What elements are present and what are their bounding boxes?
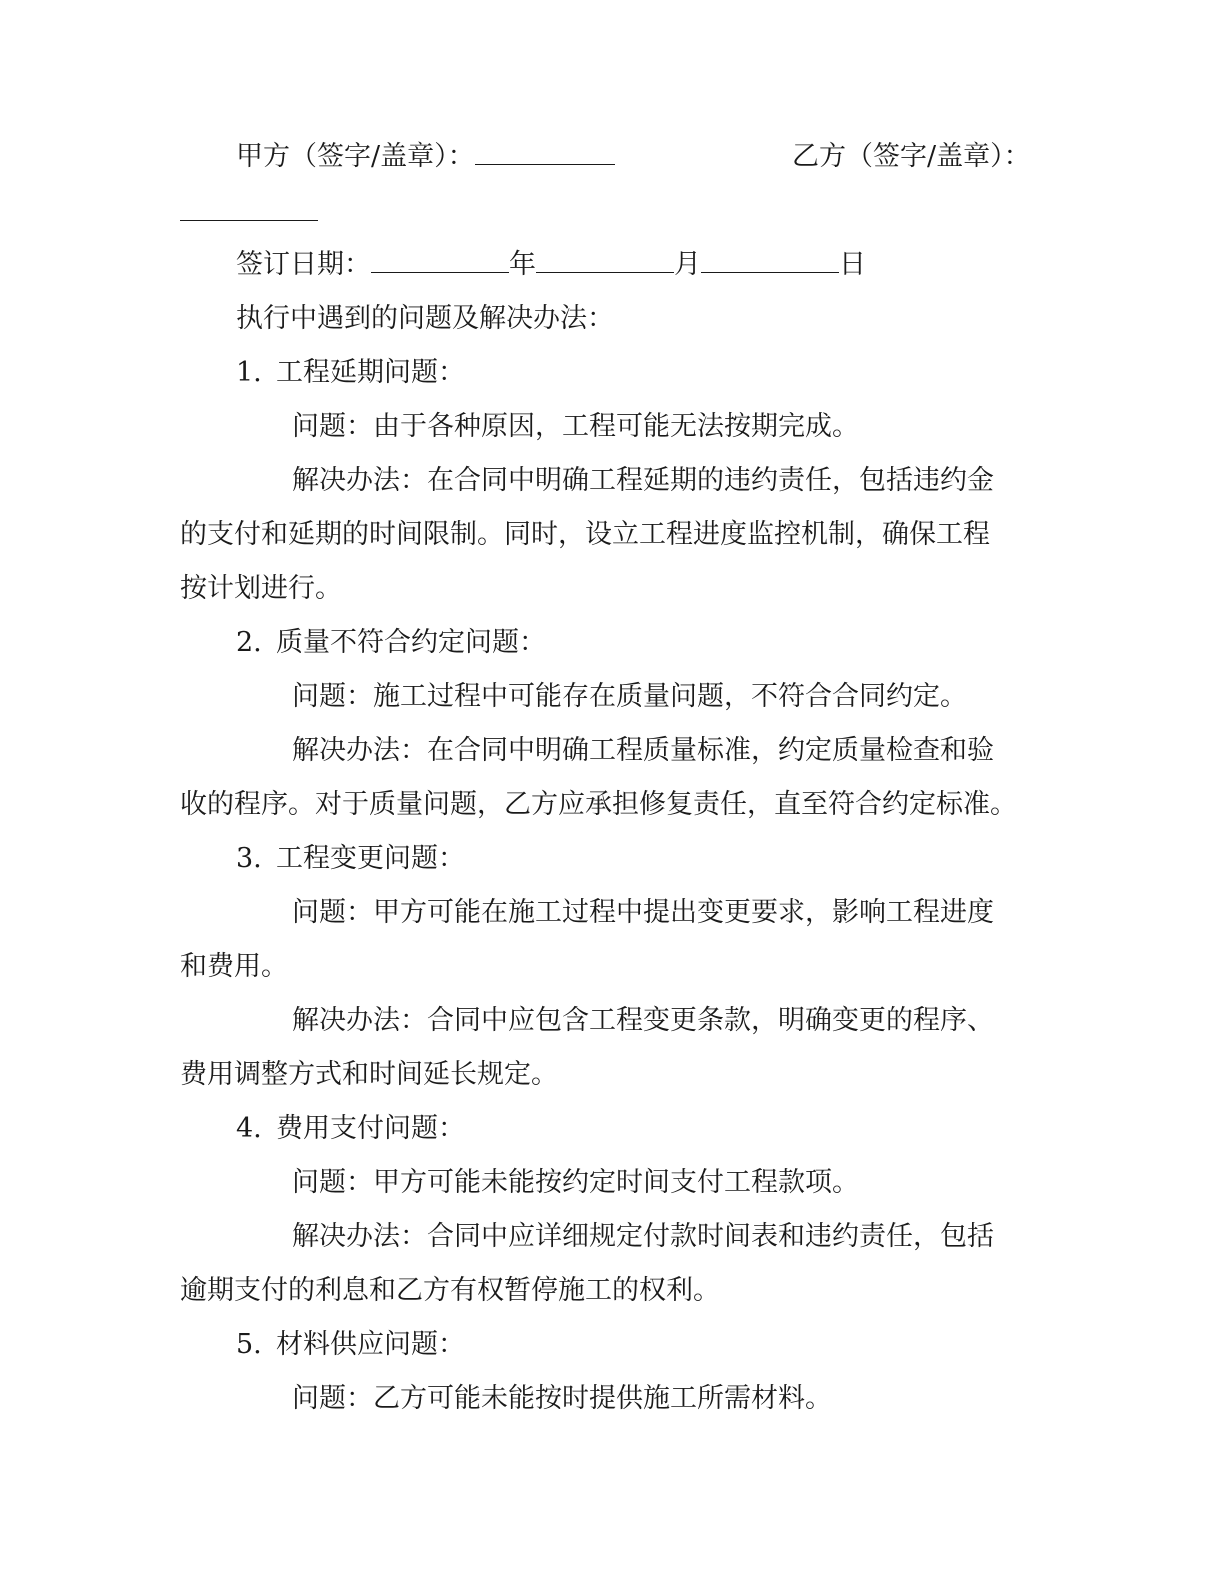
item-3-problem-line-2: 和费用。 (180, 951, 288, 982)
party-a-signature-line (236, 140, 615, 174)
item-4-number: 4. (236, 1113, 262, 1144)
item-2-solution-line-1: 解决办法：在合同中明确工程质量标准，约定质量检查和验 (292, 735, 994, 766)
item-5-problem: 问题：乙方可能未能按时提供施工所需材料。 (292, 1383, 832, 1414)
item-3-solution-line-1: 解决办法：合同中应包含工程变更条款，明确变更的程序、 (292, 1005, 994, 1036)
item-3-title: 工程变更问题： (276, 843, 465, 874)
item-1-problem: 问题：由于各种原因，工程可能无法按期完成。 (292, 411, 859, 442)
party-b-signature-line (792, 140, 1031, 174)
item-2-number: 2. (236, 627, 262, 658)
item-3-title-line (236, 842, 465, 876)
item-5-title: 材料供应问题： (276, 1329, 465, 1360)
day-blank (701, 248, 839, 273)
signing-date-line (236, 248, 866, 282)
item-5-title-line (236, 1328, 465, 1362)
item-1-solution-line-2: 的支付和延期的时间限制。同时，设立工程进度监控机制，确保工程 (180, 519, 990, 550)
item-1-number: 1. (236, 357, 262, 388)
item-1-solution-line-1: 解决办法：在合同中明确工程延期的违约责任，包括违约金 (292, 465, 994, 496)
item-2-problem: 问题：施工过程中可能存在质量问题，不符合合同约定。 (292, 681, 967, 712)
item-2-title-line (236, 626, 546, 660)
party-b-label: 乙方（签字/盖章）： (792, 141, 1031, 172)
month-blank (536, 248, 674, 273)
party-a-label: 甲方（签字/盖章）： (236, 141, 475, 172)
item-3-number: 3. (236, 843, 262, 874)
item-1-solution-line-3: 按计划进行。 (180, 573, 342, 604)
item-4-solution-line-2: 逾期支付的利息和乙方有权暂停施工的权利。 (180, 1275, 720, 1306)
party-a-signature-blank (475, 140, 615, 165)
item-2-title: 质量不符合约定问题： (276, 627, 546, 658)
section-heading: 执行中遇到的问题及解决办法： (236, 303, 614, 334)
item-4-solution-line-1: 解决办法：合同中应详细规定付款时间表和违约责任，包括 (292, 1221, 994, 1252)
party-b-signature-blank (180, 196, 318, 221)
party-b-signature-blank-line (180, 196, 318, 230)
month-label: 月 (674, 249, 701, 280)
item-5-number: 5. (236, 1329, 262, 1360)
item-4-problem: 问题：甲方可能未能按约定时间支付工程款项。 (292, 1167, 859, 1198)
item-3-solution-line-2: 费用调整方式和时间延长规定。 (180, 1059, 558, 1090)
item-4-title-line (236, 1112, 465, 1146)
item-3-problem-line-1: 问题：甲方可能在施工过程中提出变更要求，影响工程进度 (292, 897, 994, 928)
item-4-title: 费用支付问题： (276, 1113, 465, 1144)
date-label: 签订日期： (236, 249, 371, 280)
year-label: 年 (509, 249, 536, 280)
item-2-solution-line-2: 收的程序。对于质量问题，乙方应承担修复责任，直至符合约定标准。 (180, 789, 1017, 820)
item-1-title-line (236, 356, 465, 390)
day-label: 日 (839, 249, 866, 280)
year-blank (371, 248, 509, 273)
item-1-title: 工程延期问题： (276, 357, 465, 388)
